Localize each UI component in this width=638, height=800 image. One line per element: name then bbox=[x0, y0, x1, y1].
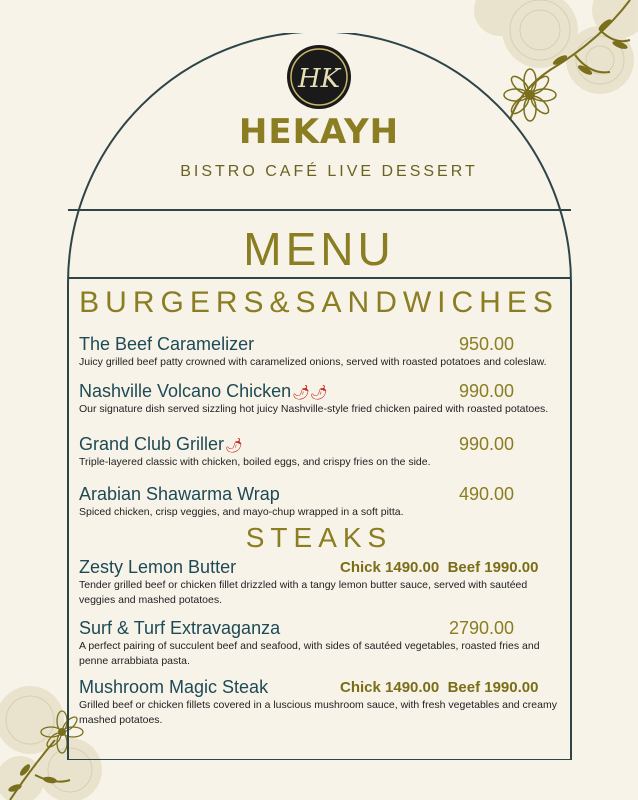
brand-tagline: BISTRO CAFÉ LIVE DESSERT bbox=[180, 163, 478, 180]
item-description: Our signature dish served sizzling hot juicy Nashville-style fried chicken paired with roasted potatoes. bbox=[79, 403, 549, 415]
item-name: Nashville Volcano Chicken🌶🌶 bbox=[79, 381, 328, 401]
item-price: 490.00 bbox=[459, 484, 515, 504]
item-price: 2790.00 bbox=[449, 618, 515, 638]
item-description: Tender grilled beef or chicken fillet drizzled with a tangy lemon butter sauce, served with sautéed veggies and mashed potatoes. bbox=[79, 579, 528, 606]
item-description: Juicy grilled beef patty crowned with caramelized onions, served with roasted potatoes and coleslaw. bbox=[79, 356, 547, 368]
item-price: 990.00 bbox=[459, 381, 515, 401]
item-description: A perfect pairing of succulent beef and seafood, with sides of sautéed vegetables, roasted fries and penne arrabbiata pasta. bbox=[79, 640, 540, 667]
item-price: Chick 1490.00 Beef 1990.00 bbox=[340, 559, 539, 576]
chili-icon: 🌶🌶 bbox=[292, 384, 328, 400]
section-title-steaks: STEAKS bbox=[245, 522, 393, 553]
menu-title: MENU bbox=[243, 223, 395, 275]
item-name: Surf & Turf Extravaganza bbox=[79, 618, 281, 638]
item-description: Spiced chicken, crisp veggies, and mayo-chup wrapped in a soft pitta. bbox=[79, 506, 404, 518]
item-name: The Beef Caramelizer bbox=[79, 334, 255, 354]
item-name: Grand Club Griller🌶 bbox=[79, 434, 243, 454]
logo-monogram: HK bbox=[297, 64, 341, 94]
item-price: Chick 1490.00 Beef 1990.00 bbox=[340, 679, 539, 696]
section-title-burgers: BURGERS&SANDWICHES bbox=[79, 286, 559, 319]
brand-logo bbox=[286, 44, 352, 110]
item-description: Triple-layered classic with chicken, boiled eggs, and crispy fries on the side. bbox=[79, 456, 431, 468]
chili-icon: 🌶 bbox=[225, 437, 243, 453]
item-price: 990.00 bbox=[459, 434, 515, 454]
item-description: Grilled beef or chicken fillets covered in a luscious mushroom sauce, with fresh vegetables and creamy mashed potatoes. bbox=[79, 699, 557, 726]
item-name: Mushroom Magic Steak bbox=[79, 677, 269, 697]
item-name: Zesty Lemon Butter bbox=[79, 557, 237, 577]
item-price: 950.00 bbox=[459, 334, 515, 354]
item-name: Arabian Shawarma Wrap bbox=[79, 484, 280, 504]
brand-name: HEKAYH bbox=[238, 112, 400, 152]
